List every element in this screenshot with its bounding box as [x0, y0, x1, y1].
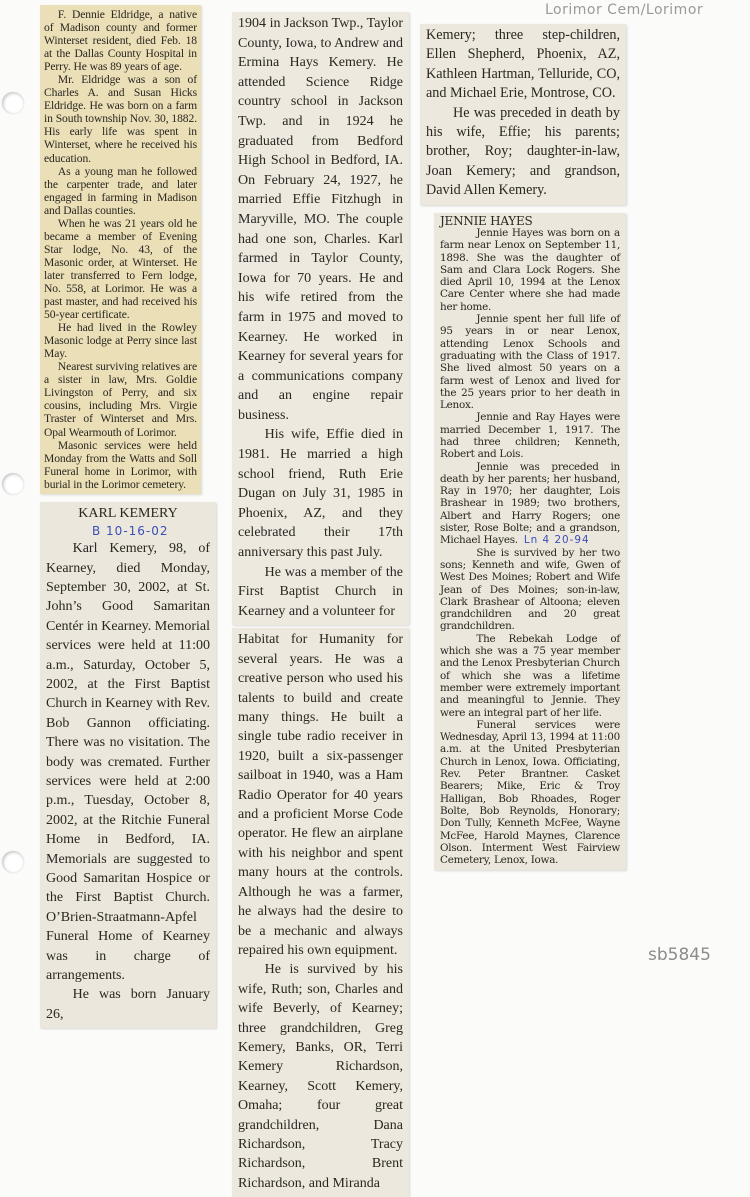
paragraph-text: F. Dennie Eldridge, a native of Madison county and former Winterset resident, died Feb. 18 at the Dallas County Hospital in Perry. He was 89 years of age.: [44, 8, 197, 74]
paragraph-text: Jennie Hayes was born on a farm near Lenox on September 11, 1898. She was the daughter of Sam and Clara Lock Rogers. She died April 10, 1994 at the Lenox Care Center where she had made her home.: [440, 226, 620, 313]
pencil-note-cemetery: Lorimor Cem/Lorimor: [545, 2, 704, 18]
handwritten-date: B 10-16-02: [92, 524, 169, 539]
paragraph: [44, 360, 197, 438]
paragraph-text: When he was 21 years old he became a member of Evening Star lodge, No. 43, of the Masonic order, at Winterset. He later transferred to Fern lodge, No. 558, at Lorimor. He was a past master, and had received his 50-year certificate.: [44, 216, 197, 322]
paragraph-text: Kemery; three step-children, Ellen Shepherd, Phoenix, AZ, Kathleen Hartman, Telluride, CO, and Michael Erie, Montrose, CO.: [426, 27, 620, 102]
clipping-kemery-col2-bottom: [232, 628, 409, 1197]
column-1: [40, 5, 216, 1028]
paragraph-text: He was preceded in death by his wife, Effie; his parents; brother, Roy; daughter-in-law, Joan Kemery; and grandson, David Allen Kemery.: [426, 104, 620, 199]
paragraph-text: She is survived by her two sons; Kenneth and wife, Gwen of West Des Moines; Robert and Wife Jean of Des Moines; son-in-law, Clark Brashear of Altoona; eleven grandchildren and 20 great grandchildren.: [440, 546, 620, 633]
paragraph-text: Mr. Eldridge was a son of Charles A. and Susan Hicks Eldridge. He was born on a farm in South township Nov. 30, 1882. His early life was spent in Winterset, where he received his education.: [44, 73, 197, 165]
paragraph-text: He was a member of the First Baptist Church in Kearney and a volunteer for: [238, 564, 403, 619]
paragraph-text: Jennie and Ray Hayes were married December 1, 1917. The had three children; Kenneth, Robert and Lois.: [440, 411, 620, 461]
paragraph: [440, 461, 620, 547]
paragraph-text: He had lived in the Rowley Masonic lodge at Perry since last May.: [44, 321, 197, 361]
paragraph-text: 1904 in Jackson Twp., Taylor County, Iowa, to Andrew and Ermina Hays Kemery. He attended Science Ridge country school in Jackson Twp. and in 1924 he graduated from Bedford High School in Bedford, IA. On February 24, 1927, he married Effie Fitzhugh in Maryville, MO. The couple had one son, Charles. Karl farmed in Taylor County, Iowa for 70 years. He and his wife retired from the farm in 1975 and moved to Kearney. He worked in Kearney for several years for a communications company and an engine repair business.: [238, 16, 403, 423]
paragraph-text: Nearest surviving relatives are a sister in law, Mrs. Goldie Livingston of Perry, and six cousins, including Mrs. Virgie Traster of Winterset and Mrs. Opal Wearmouth of Lorimor.: [44, 360, 197, 439]
binder-hole: [2, 92, 24, 114]
paragraph: [46, 985, 210, 1024]
paragraph: [44, 439, 197, 491]
paragraph: [44, 8, 197, 73]
paragraph-text: Funeral services were Wednesday, April 13, 1994 at 11:00 a.m. at the United Presbyterian Church in Lenox, Iowa. Officiating, Rev. Peter Brantner. Casket Bearers; Mike, Eric & Troy Halligan, Bob Rhoades, Roger Bolte, Bob Reynolds, Honorary; Don Tully, Kenneth McFee, Wayne McFee, Harold Maynes, Clarence Olson. Interment West Fairview Cemetery, Lenox, Iowa.: [440, 718, 620, 867]
paragraph: [238, 563, 403, 622]
paragraph: [440, 411, 620, 460]
clipping-kemery-col2-top: [232, 12, 409, 625]
paragraph: [44, 73, 197, 164]
paragraph: [440, 313, 620, 411]
binder-hole: [2, 473, 24, 495]
paragraph-text: He is survived by his wife, Ruth; son, Charles and wife Beverly, of Kearney; three grandchildren, Greg Kemery, Banks, OR, Terri Kemery Richardson, Kearney, Scott Kemery, Omaha; four great grandchildren, Dana Richardson, Tracy Richardson, Brent Richardson, and Miranda: [238, 962, 403, 1191]
paragraph: [44, 321, 197, 360]
paragraph-text: Jennie spent her full life of 95 years in or near Lenox, attending Lenox Schools and graduating with the Class of 1917. She lived almost 50 years on a farm west of Lenox and lived for the 25 years prior to her death in Lenox.: [440, 313, 620, 412]
column-2: [232, 12, 409, 1197]
handwritten-date: Ln 4 20-94: [523, 534, 590, 547]
paragraph-text: His wife, Effie died in 1981. He married a high school friend, Ruth Erie Dugan on July 31, 1985 in Phoenix, AZ, and they celebrated their 17th anniversary this past July.: [238, 427, 403, 561]
clipping-hayes-obituary: [434, 213, 626, 871]
hayes-body: [440, 227, 620, 866]
clipping-eldridge-obituary: [40, 5, 201, 494]
paragraph: [44, 217, 197, 321]
paragraph: [426, 104, 620, 201]
kemery-col1-body: [46, 539, 210, 1024]
paragraph-text: Jennie was preceded in death by her parents; her husband, Ray in 1970; her daughter, Lois Brashear in 1989; two brothers, Albert and Harry Rogers; one sister, Rose Bolte; and a grandson, Michael Hayes.: [440, 460, 620, 547]
paragraph-text: Masonic services were held Monday from the Watts and Soll Funeral home in Lorimor, with burial in the Lorimor cemetery.: [44, 438, 197, 491]
paragraph: [440, 633, 620, 719]
paragraph: [440, 227, 620, 313]
paragraph: [44, 165, 197, 217]
clipping-kemery-col1: [40, 502, 216, 1029]
paragraph: [238, 960, 403, 1193]
paragraph: [440, 547, 620, 633]
paragraph-text: The Rebekah Lodge of which she was a 75 year member and the Lenox Presbyterian Church of which she was a lifetime member were extremely important and meaningful to Jennie. They were an integral part of her life.: [440, 632, 620, 719]
column-3: [420, 24, 626, 870]
obituary-title: KARL KEMERY: [78, 505, 178, 521]
paragraph: [238, 14, 403, 425]
paragraph-text: He was born January 26,: [46, 987, 210, 1022]
paragraph: [238, 630, 403, 960]
obituary-title: JENNIE HAYES: [440, 213, 533, 228]
binder-hole: [2, 851, 24, 873]
paragraph: [46, 539, 210, 985]
paragraph: [440, 719, 620, 867]
paragraph-text: Karl Kemery, 98, of Kearney, died Monday, September 30, 2002, at St. John’s Good Samaritan Centér in Kearney. Memorial services were held at 11:00 a.m., Saturday, October 5, 2002, at the First Baptist Church in Kearney with Rev. Bob Gannon officiating. There was no visitation. The body was cremated. Further services were held at 2:00 p.m., Tuesday, October 8, 2002, at the Ritchie Funeral Home in Bedford, IA. Memorials are suggested to Good Samaritan Hospice or the First Baptist Church. O’Brien-Straatmann-Apfel Funeral Home of Kearney was in charge of arrangements.: [46, 541, 210, 984]
paragraph-text: Habitat for Humanity for several years. He was a creative person who used his talents to build and create many things. He built a single tube radio receiver in 1920, built a six-passenger sailboat in 1940, was a Ham Radio Operator for 40 years and a proficient Morse Code operator. He flew an airplane with his neighbor and spent many hours at the controls. Although he was a farmer, he always had the desire to be a mechanic and always repaired his own equipment.: [238, 632, 403, 958]
pencil-scrapbook-id: sb5845: [648, 945, 711, 965]
paragraph-text: As a young man he followed the carpenter trade, and later engaged in farming in Madison and Dallas counties.: [44, 164, 197, 217]
paragraph: [426, 26, 620, 104]
paragraph: [238, 425, 403, 562]
clipping-kemery-col3: [420, 24, 626, 205]
